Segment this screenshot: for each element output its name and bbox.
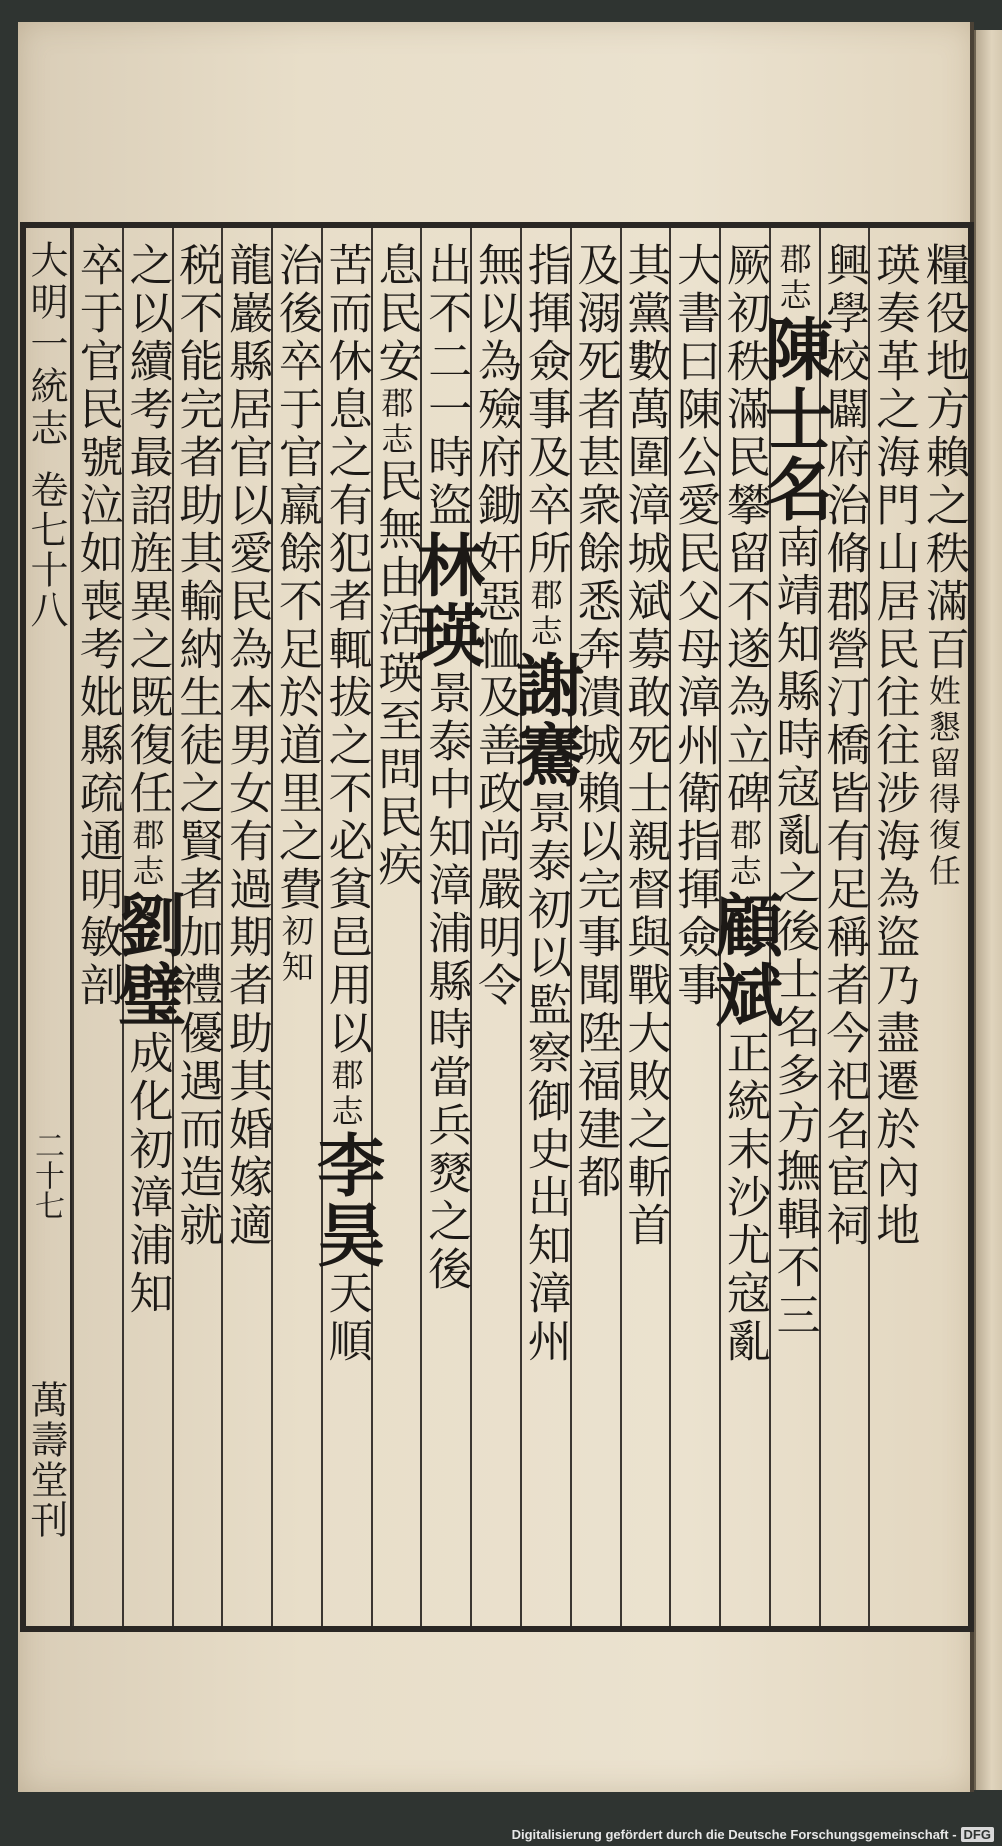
- column-text: 景泰初以監察御史出知漳州: [519, 790, 571, 1366]
- digitization-credit: [512, 1827, 994, 1842]
- source-note: 郡志: [774, 242, 813, 314]
- text-column: [305, 228, 386, 1626]
- column-text: 瑛奏革之海門山居民往往涉海為盜乃盡遷於內地: [868, 242, 920, 1250]
- source-note: 郡志: [724, 818, 763, 890]
- text-column: [221, 228, 271, 1626]
- column-text: 之以續考最詔旌異之既復任: [121, 242, 173, 818]
- column-text: 府鋤奸惡恤及善政尚嚴明令: [469, 434, 521, 1010]
- person-name: 李昊: [305, 1130, 386, 1270]
- adjacent-page-edge: [974, 30, 1002, 1790]
- column-text: 成化初漳浦知: [121, 1030, 173, 1318]
- person-name: 陳士名: [753, 314, 834, 524]
- source-note: 初知: [276, 914, 315, 986]
- column-text: 無以為殮: [469, 242, 521, 434]
- column-text: 苦而休息之有犯者輒拔之不必貧邑用以: [320, 242, 372, 1058]
- column-text: 南靖知縣時寇亂之後士名多方撫輯不三: [768, 524, 820, 1340]
- column-text: 大書曰陳公愛民父母: [669, 242, 721, 674]
- source-note: 郡志: [127, 818, 166, 890]
- column-text: 厥初秩滿民攀留不遂為立碑: [718, 242, 770, 818]
- column-text: 漳州衛指揮僉事: [669, 674, 721, 1010]
- column-text: 興學校闢府治脩郡營汀橋皆有足稱者今祀名宦祠: [818, 242, 870, 1250]
- column-text: 其黨數萬圍漳城斌募敢死士親督與戰大敗之斬首: [619, 242, 671, 1250]
- column-text: 卒于官民號泣如喪考妣: [71, 242, 123, 722]
- column-text: 民無由活瑛至問民疾: [370, 458, 422, 890]
- text-column: [72, 228, 122, 1626]
- book-title: 大明一統志: [24, 240, 68, 450]
- text-column: [918, 228, 968, 1626]
- volume-number: 卷七十八: [24, 470, 68, 630]
- person-name: 顧斌: [703, 890, 784, 1030]
- column-text: 指揮僉事及卒所: [519, 242, 571, 578]
- source-note: 姓懇留得復任: [923, 674, 962, 890]
- dfg-logo: DFG: [961, 1827, 994, 1842]
- source-note: 郡志: [376, 386, 415, 458]
- text-column: [868, 228, 918, 1626]
- column-text: 糧役地方賴之秩滿百: [917, 242, 969, 674]
- column-text: 正統末沙尤寇亂: [718, 1030, 770, 1366]
- text-columns: [72, 228, 968, 1626]
- column-text: 治後卒于官羸餘不足於道里之費: [270, 242, 322, 914]
- column-text: 景泰中知漳浦縣時當兵燹之後: [420, 670, 472, 1294]
- column-text: 及溺死者甚衆餘悉奔潰城賴以完事聞陞福建都: [569, 242, 621, 1202]
- text-column: [504, 228, 585, 1626]
- person-name: 林瑛: [405, 530, 486, 670]
- publisher-mark: 萬壽堂刊: [24, 1380, 68, 1540]
- text-column: [669, 228, 719, 1626]
- text-column: [703, 228, 784, 1626]
- text-column: [271, 228, 321, 1626]
- page-number: 二十七: [29, 1130, 64, 1220]
- credit-text: Digitalisierung gefördert durch die Deutsche Forschungsgemeinschaft -: [511, 1827, 957, 1842]
- text-column: [371, 228, 421, 1626]
- column-text: 天順: [320, 1270, 372, 1366]
- column-text: 龍巖縣居官以愛民為本男女有過期者助其婚嫁適: [221, 242, 273, 1250]
- text-column: [470, 228, 520, 1626]
- person-name: 劉璧: [106, 890, 187, 1030]
- person-name: 謝騫: [504, 650, 585, 790]
- column-text: 税不能完者助其輸納生徒之賢者加禮優遇而造就: [171, 242, 223, 1250]
- text-column: [620, 228, 670, 1626]
- column-text: 息民安: [370, 242, 422, 386]
- source-note: 郡志: [525, 578, 564, 650]
- text-column: [106, 228, 187, 1626]
- text-column: [405, 228, 486, 1626]
- text-column: [570, 228, 620, 1626]
- source-note: 郡志: [326, 1058, 365, 1130]
- column-text: 出不二一時盜: [420, 242, 472, 530]
- column-text: 縣疏通明敏剖: [71, 722, 123, 1010]
